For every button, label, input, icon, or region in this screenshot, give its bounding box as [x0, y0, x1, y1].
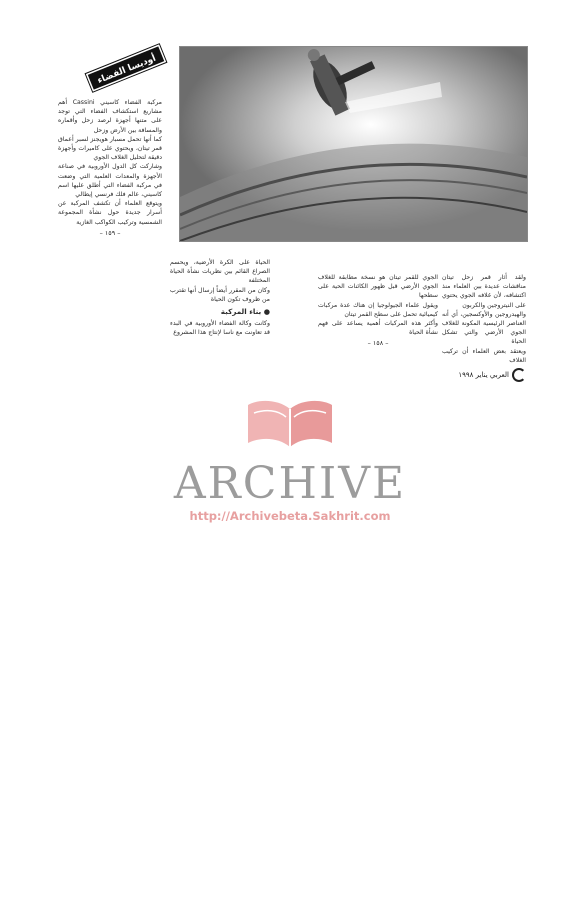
- odyssey-title-logo: [81, 40, 171, 96]
- issue-footer: [426, 368, 526, 382]
- section-title-seal: [81, 40, 171, 96]
- paragraph: ويتوقع العلماء أن تكشف المركبة عن أسرار جديدة حول نشأة المجموعة الشمسية وتركيب الكواكب الغازية: [58, 200, 162, 226]
- paragraph: والهيدروجين والأوكسجين، أي أنه العناصر الرئيسية المكونة للغلاف الجوي الأرضي والتي تشكل الحياة: [442, 310, 526, 346]
- paragraph: وأكثر هذه المركبات أهمية يساعد على فهم نشأة الحياة: [318, 320, 438, 337]
- paragraph: الجوي للقمر تيتان هو نسخة مطابقة للغلاف الجوي الأرضي قبل ظهور الكائنات الحية على سطحها: [318, 274, 438, 300]
- magazine-logo-icon: [512, 368, 526, 382]
- paragraph: وكان من المقرر أيضاً إرسال أنها تقترب من ظروف تكون الحياة: [169, 286, 270, 303]
- article-column-right: [58, 98, 162, 238]
- paragraph: ولقد أثار قمر زحل تيتان مناقشات عديدة بين العلماء منذ اكتشافه، لأن غلافه الجوي يحتوي على النيتروجين والكربون: [442, 274, 526, 309]
- spacecraft-photo: [179, 46, 528, 242]
- page-number: – ١٥٩ –: [99, 228, 121, 237]
- paragraph: ويقول علماء الجيولوجيا إن هناك عدة مركبات كيميائية تحمل على سطح القمر تيتان: [318, 301, 438, 318]
- paragraph: ويعتقد بعض العلماء أن تركيب الغلاف: [442, 347, 526, 364]
- paragraph: وشاركت كل الدول الأوروبية في صناعة الأجهزة والمعدات العلمية التي وضعت في مركبة الفضاء التي أطلق عليها اسم كاسيني، عالم فلك فرنسي إيطالي: [58, 163, 162, 199]
- watermark-word: ARCHIVE: [173, 458, 407, 509]
- paragraph: وكانت وكالة الفضاء الأوروبية في البدء قد تعاونت مع ناسا لإنتاج هذا المشروع: [170, 320, 270, 337]
- watermark-url: http://Archivebeta.Sakhrit.com: [189, 509, 391, 523]
- paragraph: كما أنها تحمل مسبار هويجنز لسبر أعماق قمر تيتان، ويحتوي على كاميرات وأجهزة دقيقة لتحليل الغلاف الجوي: [58, 135, 162, 162]
- article-column-c: [170, 258, 270, 338]
- paragraph: الحياة على الكرة الأرضية، ويحسم الصراع القائم بين نظريات نشأة الحياة المختلفة: [170, 259, 270, 285]
- seal-title-text: أوديسا الفضاء: [96, 53, 158, 87]
- page-number: – ١٥٨ –: [367, 339, 389, 348]
- spacecraft-illustration: [180, 47, 527, 241]
- issue-label: العربي يناير ١٩٩٨: [458, 371, 509, 379]
- article-column-a: [442, 273, 526, 365]
- archive-watermark: [160, 395, 420, 535]
- section-heading: ● بناء المركبة: [220, 307, 270, 317]
- paragraph: مركبة الفضاء كاسيني Cassini أهم مشاريع استكشاف الفضاء التي توجد على متنها أجهزة لرصد زحل وأقماره والمسافة بين الأرض وزحل: [58, 99, 162, 134]
- open-book-icon: [240, 395, 340, 459]
- article-column-b: [318, 273, 438, 349]
